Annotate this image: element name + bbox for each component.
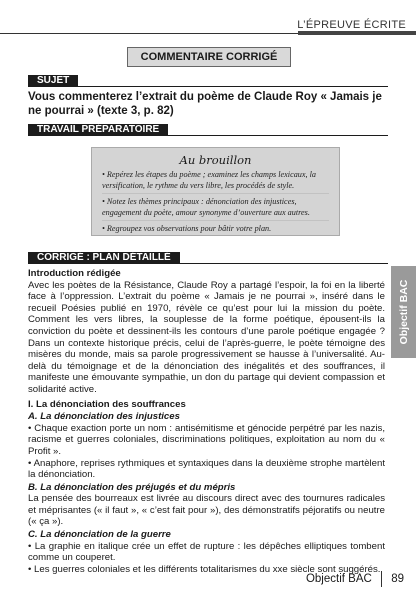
sujet-text: Vous commenterez l’extrait du poème de Claude Roy « Jamais je ne pourrai » (texte 3, p. 82)	[28, 91, 382, 117]
sujet-rule	[28, 86, 388, 87]
brouillon-item: • Regroupez vos observations pour bâtir votre plan.	[102, 224, 272, 233]
corrige-rule	[28, 263, 388, 264]
page-title: COMMENTAIRE CORRIGÉ	[127, 47, 291, 67]
c-line: • La graphie en italique crée un effet de rupture : les dépêches elliptiques tombent comme un couperet.	[28, 540, 385, 564]
part1-title: I. La dénonciation des souffrances	[28, 398, 186, 410]
a-line: • Chaque exaction porte un nom : antisémitisme et génocide perpétré par les nazis, racisme et guerres coloniales, discriminations politiques, exploitation au nom du « Profit ».	[28, 422, 385, 457]
b-title: B. La dénonciation des préjugés et du mépris	[28, 481, 236, 493]
side-tab	[391, 266, 416, 358]
footer-brand: Objectif BAC	[305, 573, 372, 586]
corrige-heading	[0, 252, 416, 264]
c-title: C. La dénonciation de la guerre	[28, 529, 171, 541]
a-line: • Anaphore, reprises rythmiques et syntaxiques dans la deuxième strophe martèlent la dénonciation.	[28, 457, 385, 481]
intro-title: Introduction rédigée	[28, 268, 121, 279]
c-line: • Les guerres coloniales et les différents totalitarismes du xxe siècle sont suggérés.	[28, 563, 381, 575]
brouillon-title: Au brouillon	[179, 153, 252, 167]
footer-separator	[381, 571, 382, 587]
brouillon-item: • Notez les thèmes principaux : dénonciation des injustices, engagement du poète, amour synonyme d’ouverture aux autres.	[102, 197, 329, 221]
intro-text: Avec les poètes de la Résistance, Claude Roy a partagé l’espoir, la foi en la liberté face à l’oppression. L’extrait du poème « Jamais je ne pourrai », inséré dans le recueil Poésies publié en 1970, révèle ce qu’est pour lui la mission du poète. Comment les vers libres, la souplesse de la forme poétique, épousent-ils la conviction du poète et dessinent-ils les contours d’une parole poétique engagée ? Dans un contexte historique précis, celui de l’après-guerre, le poète témoigne des misères du monde, mais sa parole progressivement se hausse à l’universalité. Au-delà du témoignage et de la dénonciation des inégalités et des souffrances, il manifeste une émouvante sympathie, un don du partage qui devient compassion et solidarité active.	[28, 279, 385, 395]
brouillon-item: • Repérez les étapes du poème ; examinez les champs lexicaux, la versification, le rythme du vers libre, les procédés de style.	[102, 170, 329, 194]
sujet-heading	[0, 75, 416, 87]
page-number: 89	[391, 573, 404, 586]
b-text: La pensée des bourreaux est livrée au discours direct avec des tournures radicales et méprisantes (« il faut », « c’est fait pour »), des démonstratifs péjoratifs ou neutre (« ça »).	[28, 493, 385, 528]
sujet-label: SUJET	[28, 75, 78, 87]
travail-label: TRAVAIL PRÉPARATOIRE	[28, 124, 168, 136]
side-tab-label: Objectif BAC	[397, 279, 410, 345]
travail-rule	[28, 135, 388, 136]
header-rule-accent	[298, 31, 416, 35]
corrige-label: CORRIGÉ : PLAN DÉTAILLÉ	[28, 252, 180, 264]
travail-heading	[0, 124, 416, 136]
a-title: A. La dénonciation des injustices	[28, 411, 180, 423]
brouillon-box	[91, 147, 340, 236]
section-header: L’ÉPREUVE ÉCRITE	[297, 19, 406, 31]
footer	[306, 571, 404, 587]
corrige-body	[28, 268, 385, 575]
